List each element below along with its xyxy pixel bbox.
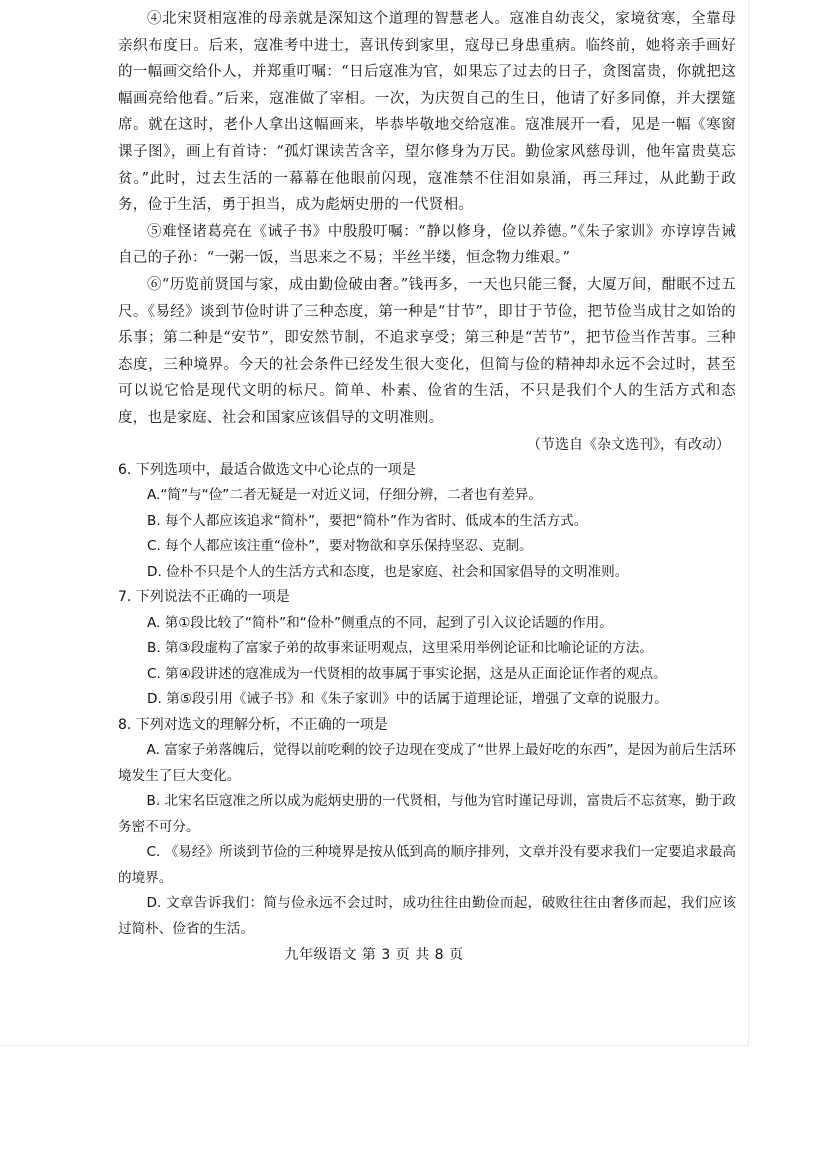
- option-a: A.“简”与“俭”二者无疑是一对近义词，仔细分辨，二者也有差异。: [147, 487, 542, 503]
- question-stem: 6. 下列选项中，最适合做选文中心论点的一项是: [118, 461, 416, 478]
- question-stem: 7. 下列说法不正确的一项是: [118, 589, 290, 605]
- passage-source: （节选自《杂文选刊》，有改动）: [527, 436, 730, 453]
- question-6: [118, 458, 736, 586]
- option-b: B. 北宋名臣寇准之所以成为彪炳史册的一代贤相，与他为官时谨记母训，富贵后不忘贫寒，勤于政务密不可分。: [118, 793, 736, 835]
- passage-paragraph-6: ⑥“历览前贤国与家，成由勤俭破由奢。”钱再多，一天也只能三餐，大厦万间，酣眠不过五尺。《易经》谈到节俭时讲了三种态度，第一种是“甘节”，即甘于节俭，把节俭当成甘之如饴的乐事；第二种是“安节”，即安然节制，不追求享受；第三种是“苦节”，把节俭当作苦事。三种态度，三种境界。今天的社会条件已经发生很大变化，但简与俭的精神却永远不会过时，甚至可以说它恰是现代文明的标尺。简单、朴素、俭省的生活，不只是我们个人的生活方式和态度，也是家庭、社会和国家应该倡导的文明准则。: [118, 276, 736, 426]
- option-b: B. 每个人都应该追求“简朴”，要把“简朴”作为省时、低成本的生活方式。: [147, 512, 588, 529]
- passage-paragraph-4: ④北宋贤相寇准的母亲就是深知这个道理的智慧老人。寇准自幼丧父，家境贫寒，全靠母亲织布度日。后来，寇准考中进士，喜讯传到家里，寇母已身患重病。临终前，她将亲手画好的一幅画交给仆人，并郑重叮嘱：“日后寇准为官，如果忘了过去的日子，贪图富贵，你就把这幅画亮给他看。”后来，寇准做了宰相。一次，为庆贺自己的生日，他请了好多同僚，并大摆筵席。就在这时，老仆人拿出这幅画来，毕恭毕敬地交给寇准。寇准展开一看，见是一幅《寒窗课子图》，画上有首诗：“孤灯课读苦含辛，望尔修身为万民。勤俭家风慈母训，他年富贵莫忘贫。”此时，过去生活的一幕幕在他眼前闪现，寇准禁不住泪如泉涌，再三拜过，从此勤于政务，俭于生活，勇于担当，成为彪炳史册的一代贤相。: [118, 11, 736, 214]
- reading-passage: [118, 6, 736, 458]
- passage-paragraph-5: ⑤难怪诸葛亮在《诫子书》中殷殷叮嘱：“静以修身，俭以养德。”《朱子家训》亦谆谆告诫自己的子孙：“一粥一饭，当思来之不易；半丝半缕，恒念物力维艰。”: [118, 223, 736, 267]
- question-stem: 8. 下列对选文的理解分析，不正确的一项是: [118, 716, 388, 733]
- option-c: C. 《易经》所谈到节俭的三种境界是按从低到高的顺序排列，文章并没有要求我们一定要追求最高的境界。: [118, 844, 736, 886]
- option-b: B. 第③段虚构了富家子弟的故事来证明观点，这里采用举例论证和比喻论证的方法。: [147, 640, 653, 656]
- page-content: [118, 6, 736, 942]
- option-a: A. 第①段比较了“简朴”和“俭朴”侧重点的不同，起到了引入议论话题的作用。: [147, 614, 613, 631]
- question-7: [118, 585, 736, 713]
- question-8: [118, 713, 736, 943]
- option-a: A. 富家子弟落魄后，觉得以前吃剩的饺子边现在变成了“世界上最好吃的东西”，是因为前后生活环境发生了巨大变化。: [118, 742, 736, 784]
- option-d: D. 俭朴不只是个人的生活方式和态度，也是家庭、社会和国家倡导的文明准则。: [147, 563, 629, 580]
- option-c: C. 每个人都应该注重“俭朴”，要对物欲和享乐保持坚忍、克制。: [147, 538, 533, 554]
- option-d: D. 文章告诉我们：简与俭永远不会过时，成功往往由勤俭而起，破败往往由奢侈而起，我们应该过简朴、俭省的生活。: [118, 895, 736, 937]
- option-c: C. 第④段讲述的寇准成为一代贤相的故事属于事实论据，这是从正面论证作者的观点。: [147, 665, 667, 682]
- page-footer: 九年级语文 第 3 页 共 8 页: [284, 947, 464, 963]
- option-d: D. 第⑤段引用《诫子书》和《朱子家训》中的话属于道理论证，增强了文章的说服力。: [147, 691, 668, 707]
